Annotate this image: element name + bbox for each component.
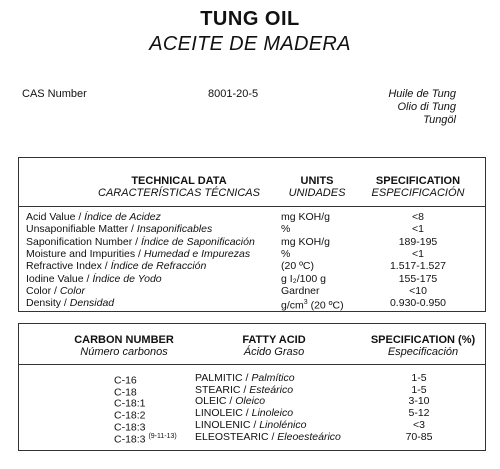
fatty-acid-name-es: Esteárico [249,383,294,396]
technical-data-header [79,175,279,199]
header-technical-data: TECHNICAL DATA [131,175,227,187]
specification-header [363,175,473,199]
property-spec: 0.930-0.950 [389,297,447,310]
header-unidades: UNIDADES [288,187,346,199]
property-spec: <10 [409,284,427,297]
header-especificacion-pct: Especificación [387,346,459,358]
fatty-spec-header [359,334,487,358]
property-unit: mg KOH/g [281,211,331,223]
property-spec: 1.517-1.527 [389,260,447,273]
carbon-number-header [49,334,199,358]
header-fatty-acid: FATTY ACID [242,334,306,346]
fatty-acid-name-es: Linolénico [259,418,307,431]
alternative-names [388,88,456,127]
carbon-number-value: C-18:1 [114,397,146,410]
property-unit [281,298,344,311]
fatty-acid-name-es: Oleico [235,395,266,408]
unit-superscript: 3 [303,299,308,307]
page-subtitle: ACEITE DE MADERA [149,33,351,55]
property-unit: (20 ºC) [281,260,315,273]
fatty-acid-spec: 70-85 [405,430,433,443]
property-unit: g I₂/100 g [281,272,326,285]
fatty-acid-name-en: LINOLENIC / [195,418,260,431]
header-caracteristicas: CARACTERÍSTICAS TÉCNICAS [98,187,260,199]
property-name-es: Índice de Acidez [84,211,161,223]
alt-name-german: Tungöl [423,114,456,126]
property-name [26,237,255,248]
property-unit: mg KOH/g [281,235,331,248]
header-numero-carbonos: Número carbonos [80,346,168,358]
property-name-es: Color [59,284,85,297]
fatty-acid-name [195,373,295,384]
unit-text: g/cm [281,299,304,312]
property-name-es: Índice de Yodo [92,272,162,285]
fatty-acid-spec: 5-12 [408,407,430,420]
carbon-number-value: C-18 [114,386,137,399]
fatty-acid-name [195,385,293,396]
fatty-acid-table [18,323,486,451]
property-spec: <1 [412,247,424,260]
fatty-header-divider [19,364,485,365]
property-name [26,286,85,297]
header-acido-graso: Ácido Graso [243,346,305,358]
fatty-acid-spec: <3 [413,418,425,431]
fatty-acid-name-es: Palmítico [251,372,295,384]
units-header [277,175,357,199]
fatty-acid-name-es: Linoleico [251,407,294,420]
header-specification-pct: SPECIFICATION (%) [370,334,476,346]
property-name [26,224,212,235]
unit-text-suffix: (20 ºC) [307,299,344,312]
fatty-acid-name-es: Eleoesteárico [277,430,341,443]
property-unit: Gardner [281,284,320,297]
fatty-acid-header [209,334,339,358]
property-name-en: Moisture and Impurities / [26,247,144,260]
carbon-number-value: C-18:3 [114,433,149,445]
cas-label: CAS Number [22,88,87,100]
property-name-en: Iodine Value / [26,272,93,285]
property-name [26,298,114,309]
cas-value: 8001-20-5 [208,88,259,100]
fatty-acid-name [195,432,341,443]
header-carbon-number: CARBON NUMBER [74,334,174,346]
carbon-number [114,432,177,445]
property-name-en: Acid Value / [26,211,85,223]
header-units: UNITS [300,175,334,187]
fatty-acid-name [195,408,293,419]
header-especificacion: ESPECIFICACIÓN [371,187,465,199]
fatty-acid-spec: 1-5 [411,372,427,384]
header-specification: SPECIFICATION [375,175,461,187]
fatty-acid-name-en: OLEIC / [195,395,236,408]
page-title: TUNG OIL [200,8,300,30]
property-name [26,212,161,223]
property-spec: 189-195 [398,235,438,248]
alt-name-french: Huile de Tung [388,88,456,100]
property-spec: 155-175 [398,272,438,285]
technical-data-table [18,157,486,312]
property-name-es: Densidad [69,297,115,310]
property-name-en: Color / [26,284,60,297]
property-name-es: Índice de Refracción [110,260,207,273]
fatty-acid-name [195,396,265,407]
property-spec: <1 [412,223,424,236]
carbon-number-superscript: (9-11-13) [148,432,177,440]
property-name-en: Unsaponifiable Matter / [26,223,137,236]
fatty-acid-name-en: PALMITIC / [195,372,252,384]
property-name [26,274,162,285]
fatty-acid-spec: 3-10 [408,395,430,408]
fatty-acid-name-en: LINOLEIC / [195,407,252,420]
fatty-acid-spec: 1-5 [411,383,427,396]
fatty-acid-name-en: ELEOSTEARIC / [195,430,278,443]
property-name-en: Density / [26,297,70,310]
property-name-en: Saponification Number / [26,235,141,248]
property-name-es: Insaponificables [136,223,213,236]
property-name-es: Humedad e Impurezas [143,247,251,260]
carbon-number-value: C-18:2 [114,409,146,422]
fatty-acid-name-en: STEARIC / [195,383,250,396]
fatty-acid-name [195,420,306,431]
property-name [26,249,250,260]
header-divider [19,206,485,207]
carbon-number-value: C-16 [114,374,137,387]
property-unit: % [281,223,291,236]
property-spec: <8 [412,211,424,223]
carbon-number-value: C-18:3 [114,421,146,434]
property-unit: % [281,247,291,260]
alt-name-italian: Olio di Tung [397,101,456,113]
property-name-es: Índice de Saponificación [140,235,255,248]
property-name-en: Refractive Index / [26,260,111,273]
property-name [26,261,206,272]
